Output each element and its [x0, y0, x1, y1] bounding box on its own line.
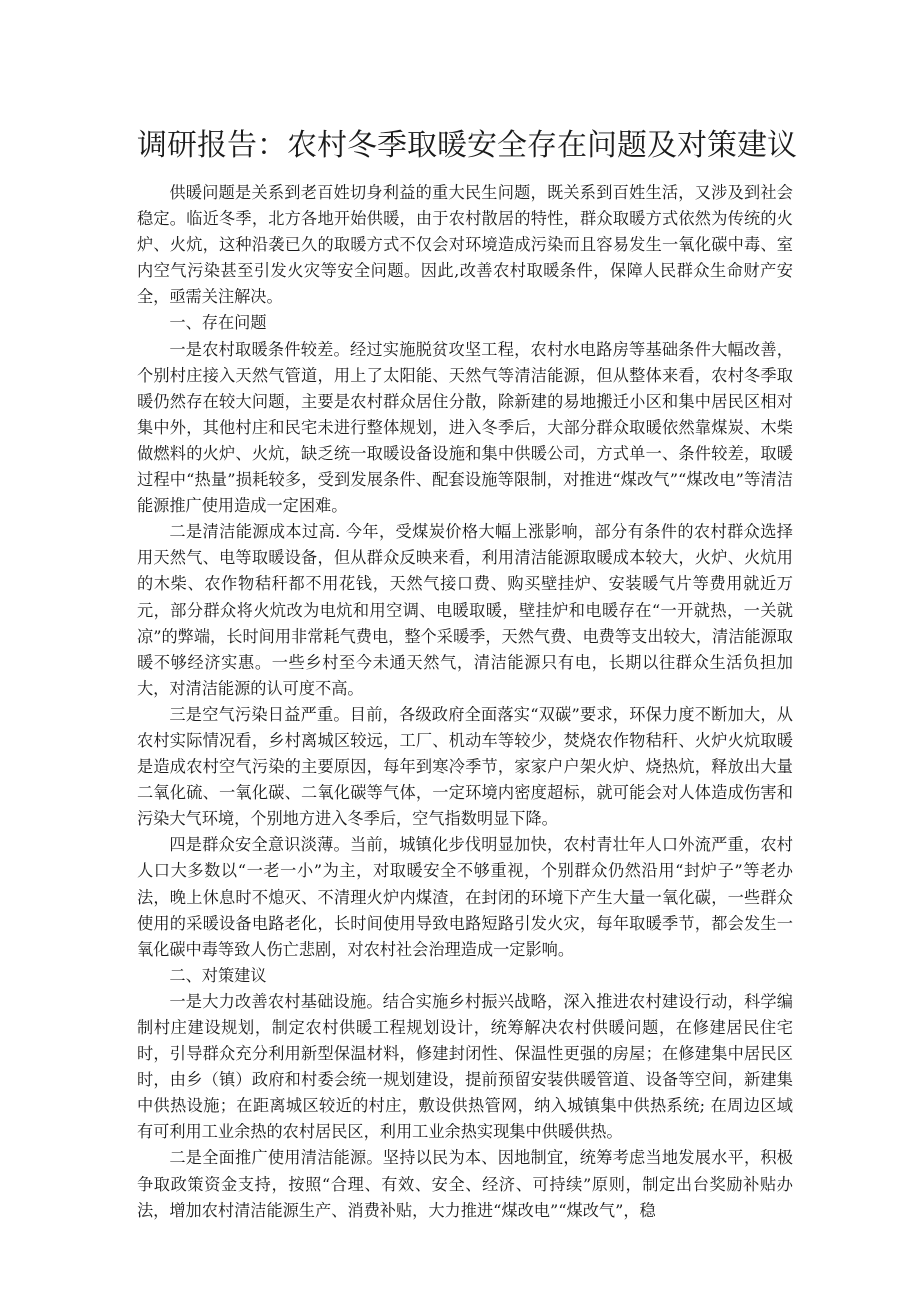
paragraph-problem-2: 二是清洁能源成本过高. 今年，受煤炭价格大幅上涨影响，部分有条件的农村群众选择用天然气、电等取暖设备，但从群众反映来看，利用清洁能源取暖成本较大，火炉、火炕用的木柴、农作物秸秆都不用花钱，天然气接口费、购买壁挂炉、安装暖气片等费用就近万元，部分群众将火炕改为电炕和用空调、电暖取暖，壁挂炉和电暖存在“一开就热，一关就凉”的弊端，长时间用非常耗气费电，整个采暖季，天然气费、电费等支出较大，清洁能源取暖不够经济实惠。一些乡村至今未通天然气，清洁能源只有电，长期以往群众生活负担加大，对清洁能源的认可度不高。	[137, 522, 793, 698]
section-heading-suggestions: 二、对策建议	[169, 965, 267, 985]
section-heading-problems: 一、存在问题	[169, 313, 267, 333]
paragraph-suggestion-1: 一是大力改善农村基础设施。结合实施乡村振兴战略，深入推进农村建设行动，科学编制村庄建设规划，制定农村供暖工程规划设计，统筹解决农村供暖问题，在修建居民住宅时，引导群众充分利用新型保温材料，修建封闭性、保温性更强的房屋；在修建集中居民区时，由乡（镇）政府和村委会统一规划建设，提前预留安装供暖管道、设备等空间，新建集中供热设施；在距离城区较近的村庄，敷设供热管网，纳入城镇集中供热系统; 在周边区域有可利用工业余热的农村居民区，利用工业余热实现集中供暖供热。	[137, 991, 793, 1142]
paragraph-suggestion-2: 二是全面推广使用清洁能源。坚持以民为本、因地制宜，统筹考虑当地发展水平，积极争取政策资金支持，按照“合理、有效、安全、经济、可持续”原则，制定出台奖励补贴办法，增加农村清洁能源生产、消费补贴，大力推进“煤改电”“煤改气”，稳	[137, 1148, 793, 1220]
paragraph-intro: 供暖问题是关系到老百姓切身利益的重大民生问题，既关系到百姓生活，又涉及到社会稳定。临近冬季，北方各地开始供暖，由于农村散居的特性，群众取暖方式依然为传统的火炉、火炕，这种沿袭已久的取暖方式不仅会对环境造成污染而且容易发生一氧化碳中毒、室内空气污染甚至引发火灾等安全问题。因此,改善农村取暖条件，保障人民群众生命财产安全，亟需关注解决。	[137, 183, 793, 307]
paragraph-problem-1: 一是农村取暖条件较差。经过实施脱贫攻坚工程，农村水电路房等基础条件大幅改善，个别村庄接入天然气管道，用上了太阳能、天然气等清洁能源，但从整体来看，农村冬季取暖仍然存在较大问题，主要是农村群众居住分散，除新建的易地搬迁小区和集中居民区相对集中外，其他村庄和民宅未进行整体规划，进入冬季后，大部分群众取暖依然靠煤炭、木柴做燃料的火炉、火炕，缺乏统一取暖设备设施和集中供暖公司，方式单一、条件较差，取暖过程中“热量”损耗较多，受到发展条件、配套设施等限制，对推进“煤改气”“煤改电”等清洁能源推广使用造成一定困难。	[137, 339, 793, 516]
document-title: 调研报告：农村冬季取暖安全存在问题及对策建议	[137, 128, 797, 163]
paragraph-problem-4: 四是群众安全意识淡薄。当前，城镇化步伐明显加快，农村青壮年人口外流严重，农村人口大多数以“一老一小”为主，对取暖安全不够重视，个别群众仍然沿用“封炉子”等老办法，晚上休息时不熄灭、不清理火炉内煤渣，在封闭的环境下产生大量一氧化碳，一些群众使用的采暖设备电路老化，长时间使用导致电路短路引发火灾，每年取暖季节，都会发生一氧化碳中毒等致人伤亡悲剧，对农村社会治理造成一定影响。	[137, 835, 793, 959]
document-body	[137, 180, 793, 1224]
paragraph-problem-3: 三是空气污染日益严重。目前，各级政府全面落实“双碳”要求，环保力度不断加大，从农村实际情况看，乡村离城区较远，工厂、机动车等较少，焚烧农作物秸秆、火炉火炕取暖是造成农村空气污染的主要原因，每年到寒冷季节，家家户户架火炉、烧热炕，释放出大量二氧化硫、一氧化碳、二氧化碳等气体，一定环境内密度超标，就可能会对人体造成伤害和污染大气环境，个别地方进入冬季后，空气指数明显下降。	[137, 704, 793, 829]
